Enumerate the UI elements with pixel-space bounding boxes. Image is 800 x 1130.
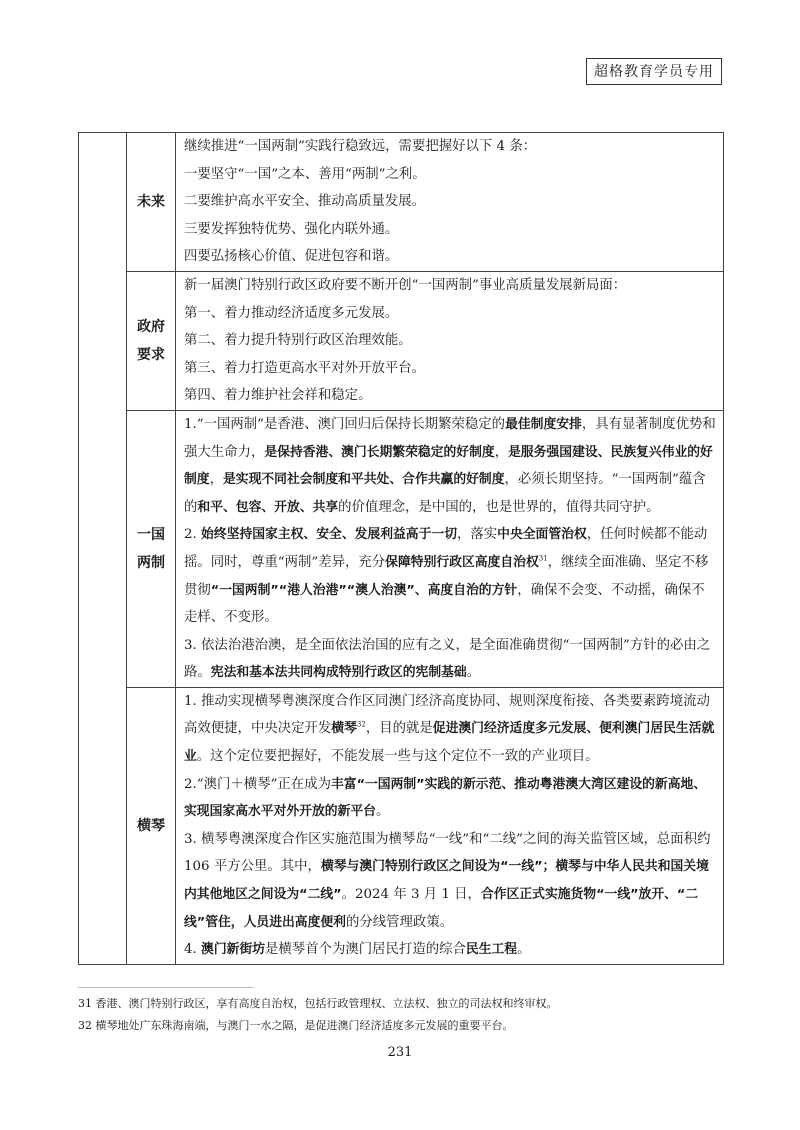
- paragraph-1: 1. 推动实现横琴粤澳深度合作区同澳门经济高度协同、规则深度衔接、各类要素跨境流动高效便捷，中央决定开发横琴$^{32}$，目的就是促进澳门经济适度多元发展、便利澳门居民生活就业。这个定位要把握好，不能发展一些与这个定位不一致的产业项目。: [184, 693, 715, 765]
- text-line: 第三、着力打造更高水平对外开放平台。: [184, 360, 426, 376]
- paragraph-3: 3. 横琴粤澳深度合作区实施范围为横琴岛“一线”和“二线”之间的海关监管区域，总面积约 106 平方公里。其中，横琴与澳门特别行政区之间设为“一线”；横琴与中华人民共和国关境内其他地区之间设为“二线”。2024 年 3 月 1 日，合作区正式实施货物“一线”放开、“二线”管住，人员进出高度便利的分线管理政策。: [184, 831, 711, 930]
- text-line: 四要弘扬核心价值、促进包容和谐。: [184, 249, 399, 265]
- row-content-hengqin: [176, 687, 724, 964]
- text-line: 一要坚守“一国”之本、善用“两制”之利。: [184, 166, 426, 182]
- footnote-ref-31: 31: [538, 554, 548, 563]
- row-content-one-country: [176, 410, 724, 687]
- text-line: 继续推进“一国两制”实践行稳致远，需要把握好以下 4 条：: [184, 139, 537, 154]
- row-content-future: [176, 133, 724, 272]
- label-line: 要求: [137, 346, 165, 363]
- exclusive-badge: 超格教育学员专用: [586, 58, 722, 85]
- paragraph-4: 4. 澳门新街坊是横琴首个为澳门居民打造的综合民生工程。: [184, 942, 531, 958]
- label-line: 政府: [137, 318, 165, 335]
- footnote-ref-32: 32: [356, 721, 366, 729]
- content-table: [78, 132, 724, 965]
- row-label-one-country: [127, 410, 176, 687]
- footnote-divider: [78, 987, 254, 988]
- text-line: 新一届澳门特别行政区政府要不断开创“一国两制”事业高质量发展新局面：: [184, 277, 627, 293]
- footnotes: [78, 993, 738, 1037]
- row-label-future: 未来: [127, 133, 176, 272]
- text-line: 第四、着力维护社会祥和稳定。: [184, 388, 372, 404]
- paragraph-1: 1.“一国两制”是香港、澳门回归后保持长期繁荣稳定的最佳制度安排，具有显著制度优势和强大生命力，是保持香港、澳门长期繁荣稳定的好制度，是服务强国建设、民族复兴伟业的好制度，是实现不同社会制度和平共处、合作共赢的好制度，必须长期坚持。“一国两制”蕴含的和平、包容、开放、共享的价值理念，是中国的，也是世界的，值得共同守护。: [184, 416, 716, 515]
- text-line: 第二、着力提升特别行政区治理效能。: [184, 333, 412, 349]
- text-line: 第一、着力推动经济适度多元发展。: [184, 305, 399, 321]
- blank-column: [79, 133, 127, 965]
- table-row-future: [79, 133, 724, 272]
- paragraph-2: 2.“澳门＋横琴”正在成为丰富“一国两制”实践的新示范、推动粤港澳大湾区建设的新高地、实现国家高水平对外开放的新平台。: [184, 776, 707, 820]
- paragraph-2: 2. 始终坚持国家主权、安全、发展利益高于一切，落实中央全面管治权，任何时候都不能动摇。同时，尊重“两制”差异，充分保障特别行政区高度自治权$^{31}$，继续全面准确、坚定不移贯彻“一国两制”“港人治港”“澳人治澳”、高度自治的方针，确保不会变、不动摇，确保不走样、不变形。: [184, 527, 709, 626]
- row-content-government: [176, 271, 724, 410]
- footnote-31: 31 香港、澳门特别行政区，享有高度自治权，包括行政管理权、立法权、独立的司法权和终审权。: [78, 997, 558, 1010]
- label-line: 一国: [137, 526, 165, 543]
- footnote-32: 32 横琴地处广东珠海南端，与澳门一水之隔，是促进澳门经济适度多元发展的重要平台。: [78, 1019, 514, 1032]
- label-line: 两制: [137, 554, 165, 571]
- page-number: 231: [387, 1045, 413, 1060]
- table-row-government: [79, 271, 724, 410]
- table-row-one-country: [79, 410, 724, 687]
- table-row-hengqin: [79, 687, 724, 964]
- row-label-hengqin: 横琴: [127, 687, 176, 964]
- row-label-government: [127, 271, 176, 410]
- paragraph-3: 3. 依法治港治澳，是全面依法治国的应有之义，是全面准确贯彻“一国两制”方针的必由之路。宪法和基本法共同构成特别行政区的宪制基础。: [184, 637, 711, 681]
- text-line: 二要维护高水平安全、推动高质量发展。: [184, 194, 426, 210]
- text-line: 三要发挥独特优势、强化内联外通。: [184, 221, 399, 237]
